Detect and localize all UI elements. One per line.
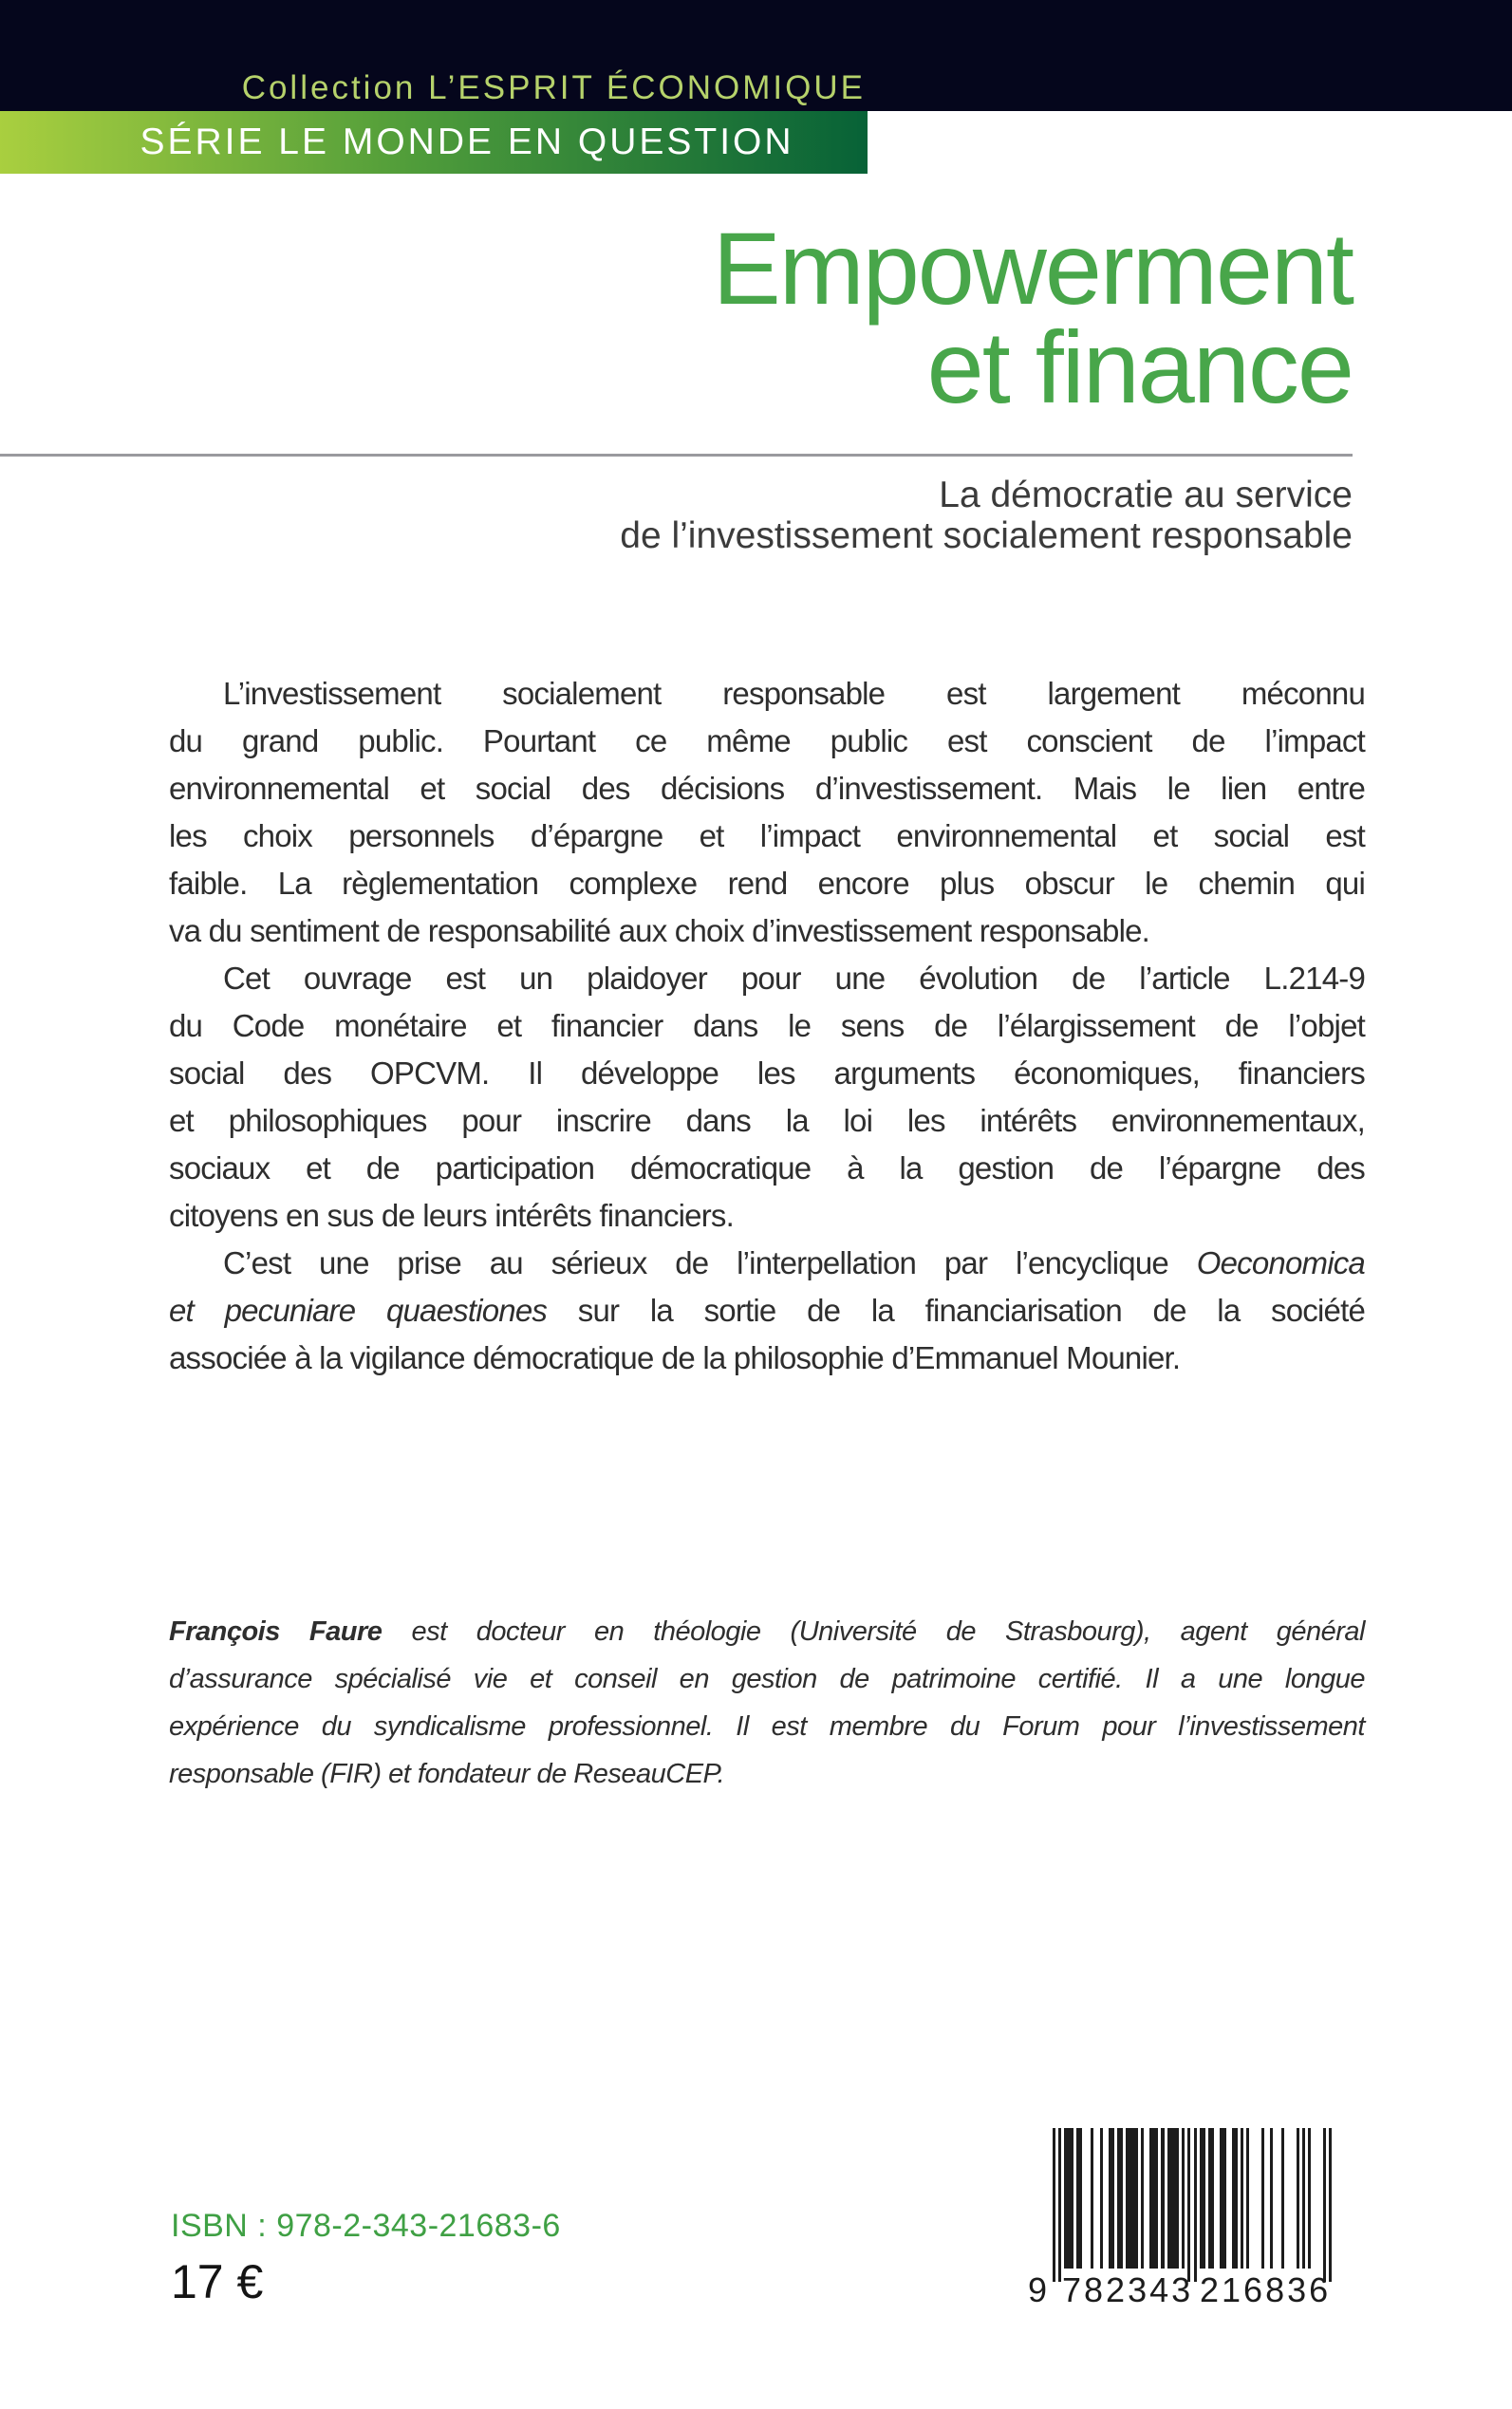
header-navy-band [0, 0, 1512, 111]
barcode-digits-group2: 216836 [1200, 2270, 1332, 2309]
text-line: C’est une prise au sérieux de l’interpellation par l’encyclique Oeconomica [223, 1245, 1365, 1280]
series-label: SÉRIE LE MONDE EN QUESTION [140, 121, 794, 162]
divider-rule [0, 454, 1353, 457]
barcode-digits [1028, 2270, 1355, 2314]
book-title-line2: et finance [926, 309, 1353, 424]
text-line: va du sentiment de responsabilité aux choix d’investissement responsable. [169, 913, 1150, 948]
text-line: François Faure est docteur en théologie (Université de Strasbourg), agent général [169, 1616, 1366, 1647]
collection-label: Collection L’ESPRIT ÉCONOMIQUE [241, 69, 866, 106]
barcode-bars [1053, 2128, 1332, 2282]
barcode [1028, 2128, 1355, 2318]
blurb-paragraph-2 [169, 955, 1365, 1240]
series-band [0, 111, 868, 174]
book-subtitle [620, 475, 1353, 556]
blurb-paragraph-3 [169, 1240, 1365, 1382]
book-title [712, 211, 1353, 424]
text-line: L’investissement socialement responsable est largement méconnu [223, 676, 1365, 711]
barcode-digits-group1: 782343 [1062, 2270, 1194, 2309]
text-line: responsable (FIR) et fondateur de ReseauCEP. [169, 1759, 725, 1789]
back-cover-blurb [169, 670, 1365, 1382]
text-line: d’assurance spécialisé vie et conseil en gestion de patrimoine certifié. Il a une longue [169, 1664, 1365, 1694]
text-line: et philosophiques pour inscrire dans la loi les intérêts environnementaux, [169, 1103, 1365, 1138]
isbn-label: ISBN : 978-2-343-21683-6 [171, 2208, 561, 2244]
book-subtitle-line1: La démocratie au service [939, 475, 1353, 515]
text-line: expérience du syndicalisme professionnel. Il est membre du Forum pour l’investissement [169, 1711, 1365, 1742]
text-line: et pecuniare quaestiones sur la sortie de la financiarisation de la société [169, 1293, 1365, 1328]
text-line: social des OPCVM. Il développe les arguments économiques, financiers [169, 1055, 1365, 1091]
text-line: environnemental et social des décisions d’investissement. Mais le lien entre [169, 771, 1365, 806]
text-line: du Code monétaire et financier dans le sens de l’élargissement de l’objet [169, 1008, 1365, 1043]
text-line: citoyens en sus de leurs intérêts financiers. [169, 1198, 734, 1233]
book-title-line1: Empowerment [712, 211, 1353, 326]
blurb-paragraph-1 [169, 670, 1365, 955]
barcode-digit-leading: 9 [1028, 2270, 1048, 2309]
author-bio [169, 1608, 1365, 1798]
text-line: les choix personnels d’épargne et l’impact environnemental et social est [169, 818, 1365, 853]
text-line: sociaux et de participation démocratique à la gestion de l’épargne des [169, 1150, 1365, 1186]
text-line: faible. La règlementation complexe rend encore plus obscur le chemin qui [169, 866, 1365, 901]
text-line: associée à la vigilance démocratique de la philosophie d’Emmanuel Mounier. [169, 1340, 1181, 1375]
text-line: Cet ouvrage est un plaidoyer pour une évolution de l’article L.214-9 [223, 961, 1365, 996]
book-subtitle-line2: de l’investissement socialement responsable [620, 515, 1353, 556]
text-line: du grand public. Pourtant ce même public est conscient de l’impact [169, 723, 1365, 758]
price-label: 17 € [171, 2255, 264, 2308]
